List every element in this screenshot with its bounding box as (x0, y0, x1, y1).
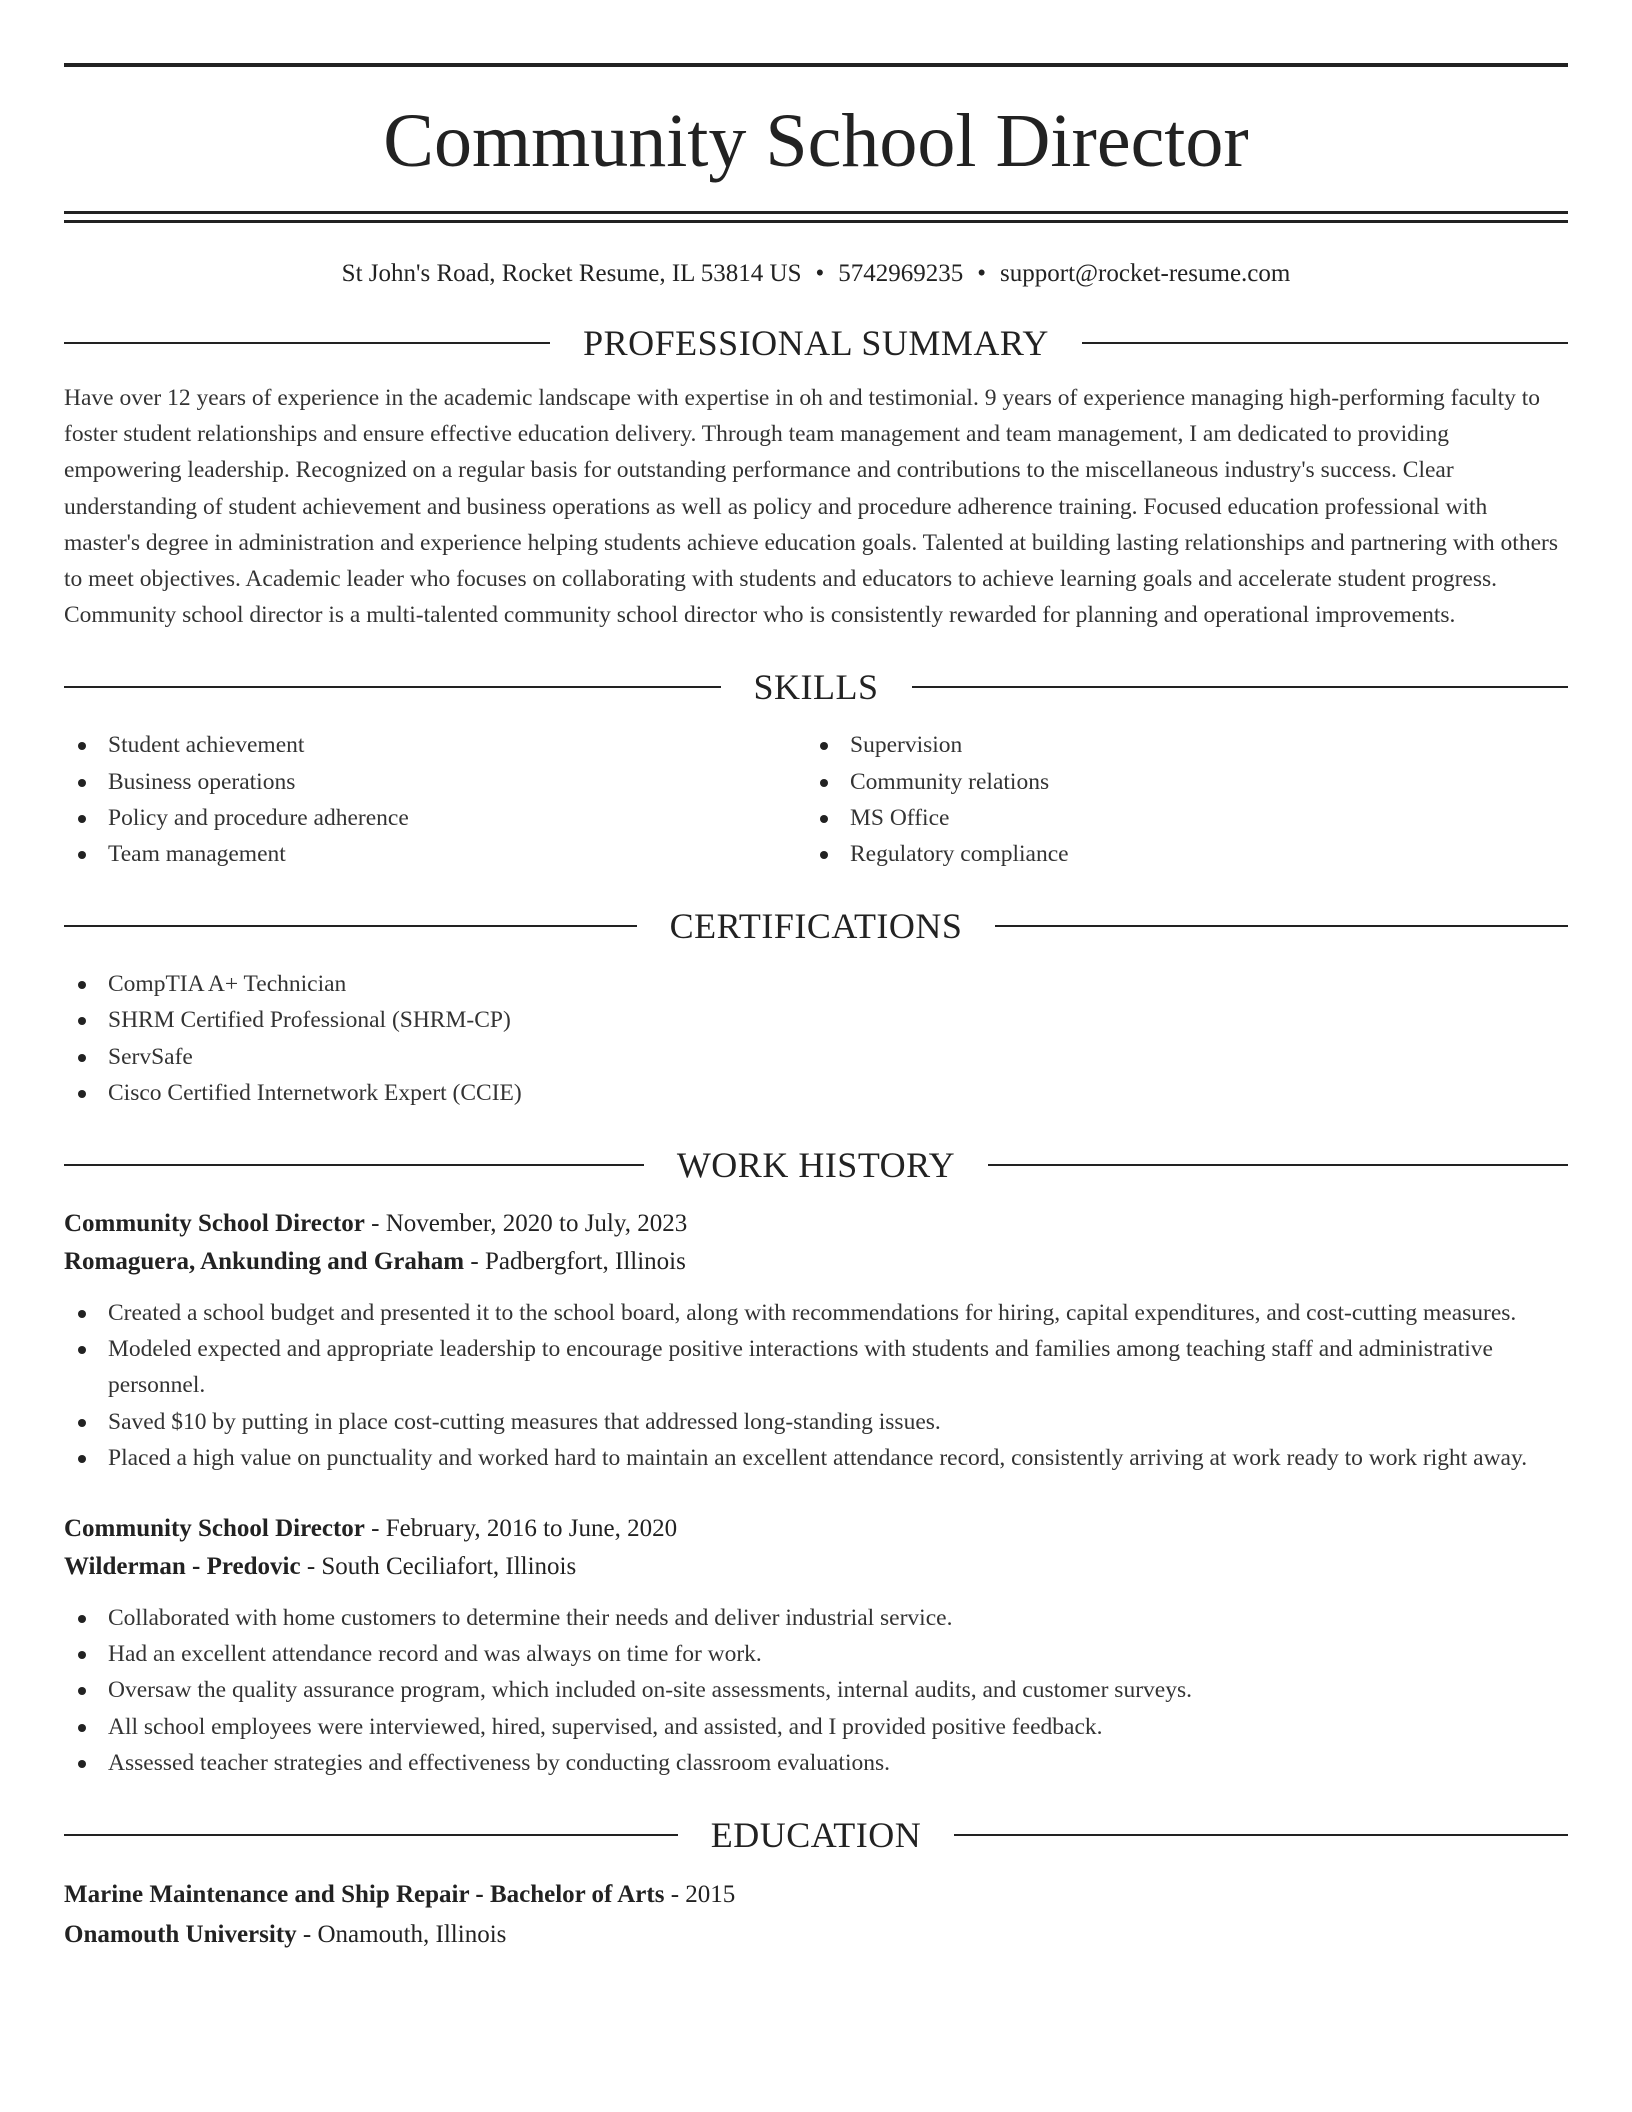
job-title: Community School Director (64, 1515, 365, 1543)
heading-rule (1082, 342, 1568, 344)
bullet-icon (78, 779, 86, 787)
job-bullet-text: Oversaw the quality assurance program, which included on-site assessments, internal audits, and customer surveys. (108, 1677, 1192, 1704)
certification-label: Cisco Certified Internetwork Expert (CCIE) (108, 1079, 522, 1106)
bullet-icon (78, 851, 86, 859)
section-heading-skills (64, 665, 1568, 709)
certification-label: ServSafe (108, 1043, 193, 1070)
job-bullets (64, 1600, 1568, 1781)
name-rule-upper (64, 211, 1568, 214)
dash: - (670, 1881, 680, 1909)
resume-page (64, 0, 1568, 1955)
dash: - (470, 1248, 479, 1276)
job-bullet (64, 1295, 1568, 1331)
job-bullet (64, 1745, 1568, 1781)
bullet-icon (78, 981, 86, 989)
skill-item (64, 727, 806, 763)
job-location: Padbergfort, Illinois (484, 1248, 686, 1276)
skill-label: Policy and procedure adherence (108, 804, 409, 831)
skill-item (64, 764, 806, 800)
bullet-icon (78, 742, 86, 750)
dash: - (306, 1553, 316, 1581)
bullet-icon (78, 1017, 86, 1025)
job-company-line (64, 1243, 1568, 1281)
education-entry (64, 1875, 1568, 1955)
bullet-icon (820, 851, 828, 859)
job-bullet-text: All school employees were interviewed, hired, supervised, and assisted, and I provided positive feedback. (108, 1713, 1103, 1740)
job-bullet-text: Collaborated with home customers to determine their needs and deliver industrial service. (108, 1605, 953, 1632)
job-entry (64, 1205, 1568, 1476)
section-heading-summary (64, 321, 1568, 365)
skills-column-right (806, 727, 1548, 872)
education-school-line (64, 1915, 1568, 1955)
job-title-line (64, 1205, 1568, 1243)
skills-list (64, 727, 1568, 872)
contact-email: support@rocket-resume.com (1000, 260, 1291, 287)
summary-text: Have over 12 years of experience in the academic landscape with expertise in oh and testimonial. 9 years of experience managing high-performing faculty to foster student relationships and ensure effective education delivery. Through team management and team management, I am dedicated to providing empowering leadership. Recognized on a regular basis for outstanding performance and contributions to the miscellaneous industry's success. Clear understanding of student achievement and business operations as well as policy and procedure adherence training. Focused education professional with master's degree in administration and experience helping students achieve education goals. Talented at building lasting relationships and partnering with others to meet objectives. Academic leader who focuses on collaborating with students and educators to achieve learning goals and accelerate student progress. Community school director is a multi-talented community school director who is consistently rewarded for planning and operational improvements. (64, 385, 1558, 629)
heading-rule (954, 1834, 1568, 1836)
bullet-icon (78, 1687, 86, 1695)
contact-address: St John's Road, Rocket Resume, IL 53814 US (341, 260, 802, 287)
skill-label: Community relations (850, 768, 1050, 795)
education-location: Onamouth, Illinois (317, 1921, 507, 1949)
bullet-icon (78, 1346, 86, 1354)
resume-name: Community School Director (383, 99, 1249, 183)
bullet-icon (820, 815, 828, 823)
skill-label: MS Office (850, 804, 950, 831)
job-title: Community School Director (64, 1210, 365, 1238)
top-rule (64, 63, 1568, 67)
job-location: South Ceciliafort, Illinois (321, 1553, 577, 1581)
section-title: WORK HISTORY (676, 1145, 956, 1186)
bullet-icon (820, 742, 828, 750)
education-degree-line (64, 1875, 1568, 1915)
job-bullets (64, 1295, 1568, 1476)
skill-label: Business operations (108, 768, 296, 795)
job-bullet-text: Saved $10 by putting in place cost-cutting measures that addressed long-standing issues. (108, 1408, 941, 1435)
contact-separator: • (815, 260, 825, 287)
bullet-icon (78, 1090, 86, 1098)
job-bullet (64, 1636, 1568, 1672)
skill-label: Supervision (850, 732, 963, 759)
education-degree: Marine Maintenance and Ship Repair - Bachelor of Arts (64, 1881, 665, 1909)
bullet-icon (78, 1419, 86, 1427)
skill-item (64, 836, 806, 872)
certification-item (64, 966, 1568, 1002)
job-company: Wilderman - Predovic (64, 1553, 301, 1581)
certification-label: SHRM Certified Professional (SHRM-CP) (108, 1007, 511, 1034)
section-title: EDUCATION (710, 1815, 922, 1856)
dash: - (371, 1210, 380, 1238)
heading-rule (64, 342, 550, 344)
certification-item (64, 1075, 1568, 1111)
job-bullet (64, 1709, 1568, 1745)
dash: - (371, 1515, 380, 1543)
heading-rule (988, 1164, 1568, 1166)
skill-label: Student achievement (108, 732, 305, 759)
skill-item (806, 764, 1548, 800)
heading-rule (912, 686, 1569, 688)
job-bullet (64, 1404, 1568, 1440)
section-title: PROFESSIONAL SUMMARY (583, 323, 1049, 363)
job-bullet (64, 1440, 1568, 1476)
bullet-icon (78, 1310, 86, 1318)
skill-item (806, 836, 1548, 872)
education-school: Onamouth University (64, 1921, 297, 1949)
bullet-icon (78, 1651, 86, 1659)
skill-item (806, 727, 1548, 763)
skill-label: Team management (108, 841, 286, 868)
job-bullet-text: Created a school budget and presented it to the school board, along with recommendations for hiring, capital expenditures, and cost-cutting measures. (108, 1300, 1517, 1327)
certification-item (64, 1039, 1568, 1075)
job-bullet-text: Assessed teacher strategies and effectiveness by conducting classroom evaluations. (108, 1749, 890, 1776)
bullet-icon (78, 1054, 86, 1062)
name-rule-lower (64, 220, 1568, 223)
heading-rule (64, 1834, 678, 1836)
skill-item (64, 800, 806, 836)
education-year: 2015 (685, 1881, 736, 1909)
job-bullet (64, 1600, 1568, 1636)
certification-label: CompTIA A+ Technician (108, 971, 347, 998)
job-bullet (64, 1672, 1568, 1708)
certification-item (64, 1002, 1568, 1038)
heading-rule (64, 1164, 644, 1166)
section-heading-certifications (64, 904, 1568, 948)
job-dates: February, 2016 to June, 2020 (385, 1515, 678, 1543)
dash: - (302, 1921, 312, 1949)
section-heading-work-history (64, 1143, 1568, 1187)
skills-column-left (64, 727, 806, 872)
job-bullet-text: Modeled expected and appropriate leadership to encourage positive interactions with students and families among teaching staff and administrative personnel. (108, 1336, 1493, 1399)
bullet-icon (820, 779, 828, 787)
heading-rule (64, 686, 721, 688)
section-heading-education (64, 1813, 1568, 1857)
heading-rule (64, 925, 637, 927)
job-entry (64, 1510, 1568, 1781)
contact-phone: 5742969235 (838, 260, 964, 287)
job-company: Romaguera, Ankunding and Graham (64, 1248, 465, 1276)
job-bullet (64, 1331, 1568, 1403)
job-bullet-text: Placed a high value on punctuality and worked hard to maintain an excellent attendance record, consistently arriving at work ready to work right away. (108, 1444, 1528, 1471)
contact-line (64, 259, 1568, 289)
job-bullet-text: Had an excellent attendance record and was always on time for work. (108, 1641, 762, 1668)
contact-separator: • (977, 260, 987, 287)
heading-rule (995, 925, 1568, 927)
bullet-icon (78, 1455, 86, 1463)
bullet-icon (78, 1724, 86, 1732)
bullet-icon (78, 1615, 86, 1623)
certifications-list (64, 966, 1568, 1111)
job-dates: November, 2020 to July, 2023 (385, 1210, 688, 1238)
job-title-line (64, 1510, 1568, 1548)
bullet-icon (78, 815, 86, 823)
skill-label: Regulatory compliance (850, 841, 1069, 868)
section-title: SKILLS (753, 667, 879, 708)
section-title: CERTIFICATIONS (669, 906, 963, 947)
skill-item (806, 800, 1548, 836)
job-company-line (64, 1548, 1568, 1586)
bullet-icon (78, 1760, 86, 1768)
